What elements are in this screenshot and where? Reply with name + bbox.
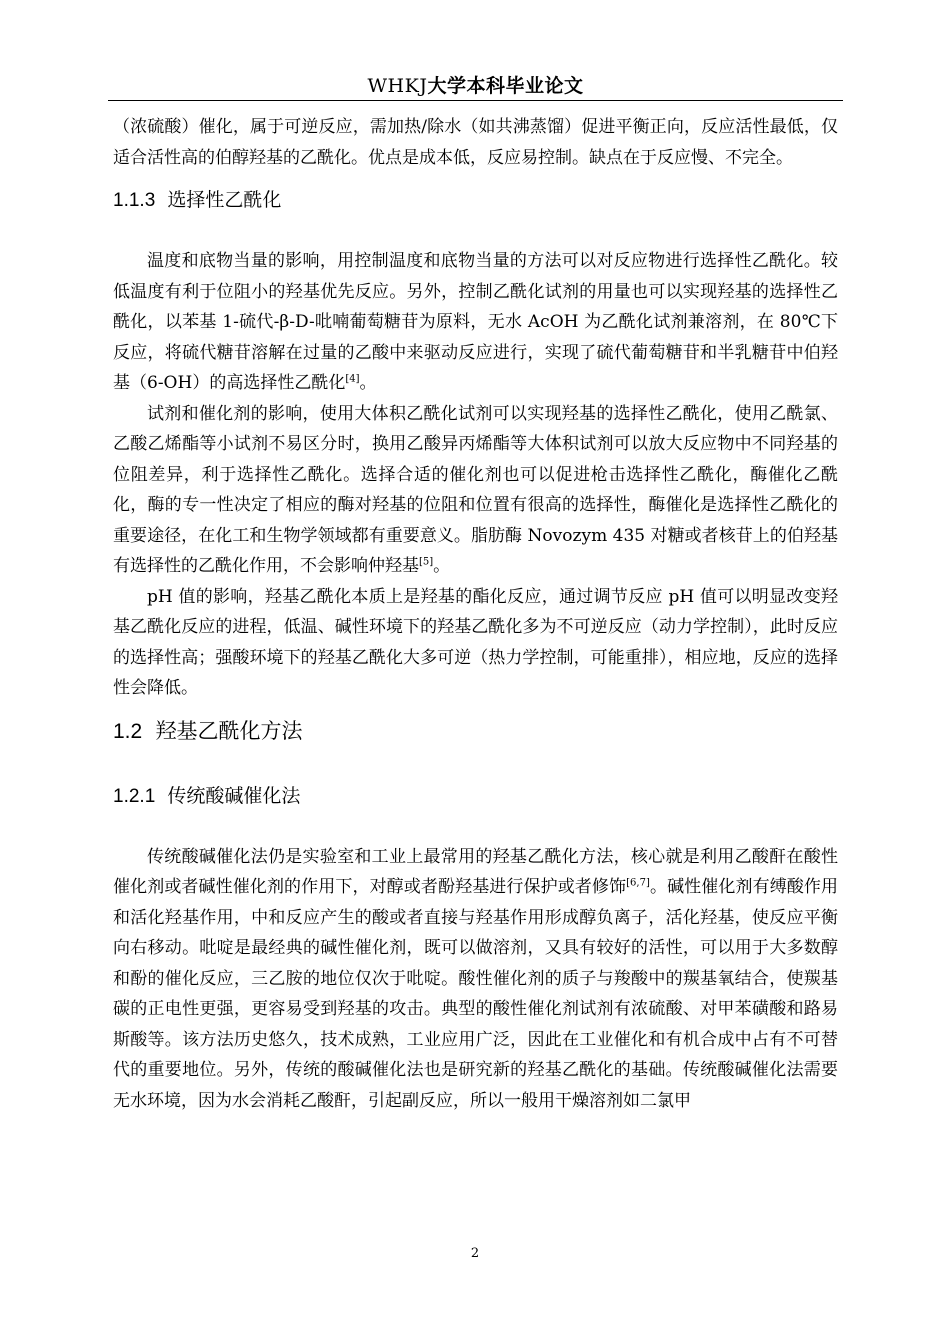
- header-title: 大学本科毕业论文: [427, 75, 584, 97]
- citation-4: [4]: [345, 373, 360, 385]
- page-number: 2: [470, 1246, 480, 1261]
- citation-5: [5]: [419, 556, 434, 568]
- heading-1-2: [113, 714, 838, 749]
- heading-number: 1.2: [113, 719, 143, 743]
- heading-text: 传统酸碱催化法: [167, 784, 301, 807]
- paragraph-temperature: 温度和底物当量的影响，用控制温度和底物当量的方法可以对反应物进行选择性乙酰化。较低温度有利于位阻小的羟基优先反应。另外，控制乙酰化试剂的用量也可以实现羟基的选择性乙酰化，以苯基 1-硫代-β-D-吡喃葡萄糖苷为原料，无水 AcOH 为乙酰化试剂兼溶剂，在 80℃下反应，将硫代糖苷溶解在过量的乙酸中来驱动反应进行，实现了硫代葡萄糖苷和半乳糖苷中伯羟基（6-OH）的高选择性乙酰化[4]。: [113, 251, 838, 393]
- heading-text: 羟基乙酰化方法: [155, 718, 303, 743]
- page-body: [113, 112, 838, 1116]
- heading-1-2-1: [113, 781, 838, 812]
- paragraph-continuation: （浓硫酸）催化，属于可逆反应，需加热/除水（如共沸蒸馏）促进平衡正向，反应活性最低，仅适合活性高的伯醇羟基的乙酰化。优点是成本低，反应易控制。缺点在于反应慢、不完全。: [113, 117, 838, 168]
- paragraph-ph: pH 值的影响，羟基乙酰化本质上是羟基的酯化反应，通过调节反应 pH 值可以明显改变羟基乙酰化反应的进程，低温、碱性环境下的羟基乙酰化多为不可逆反应（动力学控制），此时反应的选择性高；强酸环境下的羟基乙酰化大多可逆（热力学控制，可能重排），相应地，反应的选择性会降低。: [113, 586, 838, 698]
- citation-6-7: [6,7]: [626, 877, 650, 889]
- paragraph-acid-base: 传统酸碱催化法仍是实验室和工业上最常用的羟基乙酰化方法，核心就是利用乙酸酐在酸性催化剂或者碱性催化剂的作用下，对醇或者酚羟基进行保护或者修饰[6,7]。碱性催化剂有缚酸作用和活化羟基作用，中和反应产生的酸或者直接与羟基作用形成醇负离子，活化羟基，使反应平衡向右移动。吡啶是最经典的碱性催化剂，既可以做溶剂，又具有较好的活性，可以用于大多数醇和酚的催化反应，三乙胺的地位仅次于吡啶。酸性催化剂的质子与羧酸中的羰基氧结合，使羰基碳的正电性更强，更容易受到羟基的攻击。典型的酸性催化剂试剂有浓硫酸、对甲苯磺酸和路易斯酸等。该方法历史悠久，技术成熟，工业应用广泛，因此在工业催化和有机合成中占有不可替代的重要地位。另外，传统的酸碱催化法也是研究新的羟基乙酰化的基础。传统酸碱催化法需要无水环境，因为水会消耗乙酸酐，引起副反应，所以一般用干燥溶剂如二氯甲: [113, 846, 839, 1111]
- heading-number: 1.1.3: [113, 190, 156, 211]
- heading-text: 选择性乙酰化: [167, 189, 282, 211]
- heading-1-1-3: [113, 185, 838, 216]
- page-header: [108, 74, 843, 98]
- heading-number: 1.2.1: [113, 785, 156, 807]
- paragraph-reagents: 试剂和催化剂的影响，使用大体积乙酰化试剂可以实现羟基的选择性乙酰化，使用乙酰氯、乙酸乙烯酯等小试剂不易区分时，换用乙酸异丙烯酯等大体积试剂可以放大反应物中不同羟基的位阻差异，利于选择性乙酰化。选择合适的催化剂也可以促进枪击选择性乙酰化，酶催化乙酰化，酶的专一性决定了相应的酶对羟基的位阻和位置有很高的选择性，酶催化是选择性乙酰化的重要途径，在化工和生物学领域都有重要意义。脂肪酶 Novozym 435 对糖或者核苷上的伯羟基有选择性的乙酰化作用，不会影响仲羟基[5]。: [113, 403, 838, 576]
- header-prefix: WHKJ: [367, 75, 428, 97]
- header-rule: [108, 100, 843, 101]
